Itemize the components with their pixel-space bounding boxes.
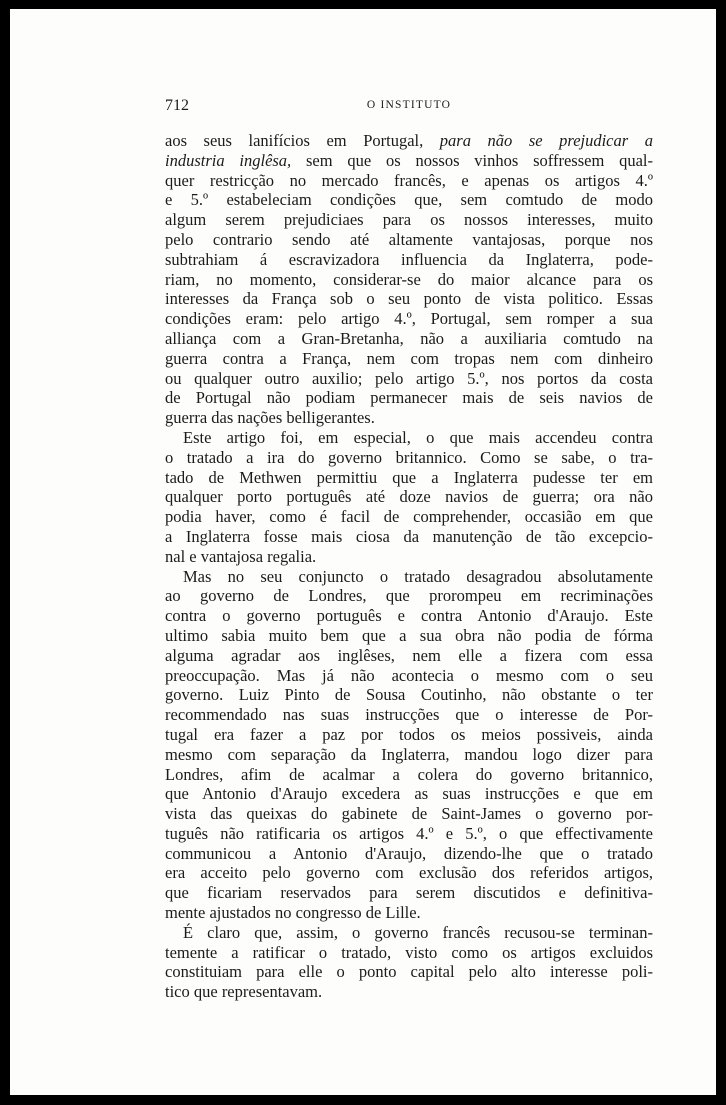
text-line [165, 131, 653, 151]
text-line [165, 824, 653, 844]
text-line [165, 685, 653, 705]
text-line [165, 349, 653, 369]
text-line [165, 289, 653, 309]
text-segment: tugal era fazer a paz por todos os meios possiveis, ainda [165, 724, 653, 744]
text-segment: condições eram: pelo artigo 4.º, Portugal, sem romper a sua [165, 309, 653, 329]
italic-text-segment: industria inglêsa, [165, 150, 292, 170]
text-line [165, 982, 653, 1002]
text-segment: mente ajustados no congresso de Lille. [165, 903, 421, 923]
text-line [165, 567, 653, 587]
text-line [165, 646, 653, 666]
text-segment: o tratado a ira do governo britannico. Como se sabe, o tra- [165, 447, 653, 467]
text-line [165, 903, 653, 923]
text-segment: que ficariam reservados para serem discutidos e definitiva- [165, 883, 653, 903]
text-segment: alguma agradar aos inglêses, nem elle a fizera com essa [165, 645, 653, 665]
text-line [165, 527, 653, 547]
text-segment: nal e vantajosa regalia. [165, 546, 317, 566]
text-segment: era acceito pelo governo com exclusão dos referidos artigos, [165, 863, 653, 883]
text-line [165, 844, 653, 864]
body-text [165, 131, 653, 1002]
text-segment: aos seus lanifícios em Portugal, [165, 131, 440, 150]
text-segment: e 5.º estabeleciam condições que, sem comtudo de modo [165, 190, 653, 210]
text-segment: vista das queixas do gabinete de Saint-James o governo por- [165, 804, 653, 824]
text-line [165, 408, 653, 428]
text-segment: sem que os nossos vinhos soffressem qual- [291, 150, 653, 170]
running-title: O INSTITUTO [366, 99, 452, 111]
text-line [165, 369, 653, 389]
text-segment: governo. Luiz Pinto de Sousa Coutinho, não obstante o ter [165, 685, 653, 705]
text-segment: Mas no seu conjuncto o tratado desagradou absolutamente [183, 566, 653, 586]
text-line [165, 943, 653, 963]
text-line [165, 923, 653, 943]
text-segment: preoccupação. Mas já não acontecia o mesmo com o seu [165, 665, 653, 685]
text-segment: ao governo de Londres, que prorompeu em recriminações [165, 586, 653, 606]
text-segment: algum serem prejudiciaes para os nossos interesses, muito [165, 210, 653, 230]
text-line [165, 606, 653, 626]
text-segment: ultimo sabia muito bem que a sua obra não podia de fórma [165, 625, 653, 645]
text-segment: Londres, afim de acalmar a colera do governo britannico, [165, 764, 653, 784]
text-segment: pelo contrario sendo até altamente vantajosas, porque nos [165, 229, 653, 249]
text-segment: de Portugal não podiam permanecer mais de seis navios de [165, 388, 653, 408]
text-line [165, 270, 653, 290]
text-line [165, 962, 653, 982]
text-line [165, 428, 653, 448]
text-segment: constituiam para elle o ponto capital pelo alto interesse poli- [165, 962, 653, 982]
text-segment: alliança com a Gran-Bretanha, não a auxiliaria comtudo na [165, 328, 653, 348]
text-line [165, 666, 653, 686]
text-segment: guerra das nações belligerantes. [165, 408, 375, 428]
text-line [165, 151, 653, 171]
text-segment: communicou a Antonio d'Araujo, dizendo-lhe que o tratado [165, 843, 653, 863]
text-line [165, 745, 653, 765]
text-line [165, 883, 653, 903]
text-line [165, 309, 653, 329]
text-segment: mesmo com separação da Inglaterra, mandou logo dizer para [165, 744, 653, 764]
text-segment: guerra contra a França, nem com tropas nem com dinheiro [165, 348, 653, 368]
text-line [165, 507, 653, 527]
text-segment: temente a ratificar o tratado, visto como os artigos excluidos [165, 942, 653, 962]
text-line [165, 448, 653, 468]
text-segment: recommendado nas suas instrucções que o interesse de Por- [165, 705, 653, 725]
text-line [165, 190, 653, 210]
text-line [165, 210, 653, 230]
text-segment: a Inglaterra fosse mais ciosa da manutenção de tão excepcio- [165, 526, 653, 546]
text-segment: Este artigo foi, em especial, o que mais accendeu contra [183, 427, 653, 447]
text-segment: ou qualquer outro auxilio; pelo artigo 5.º, nos portos da costa [165, 368, 653, 388]
text-line [165, 250, 653, 270]
text-segment: riam, no momento, considerar-se do maior alcance para os [165, 269, 653, 289]
text-line [165, 863, 653, 883]
text-segment: tico que representavam. [165, 982, 323, 1002]
text-line [165, 705, 653, 725]
text-line [165, 230, 653, 250]
text-line [165, 547, 653, 567]
text-line [165, 626, 653, 646]
text-segment: podia haver, como é facil de comprehender, occasião em que [165, 507, 653, 527]
page-header [165, 97, 653, 121]
text-line [165, 725, 653, 745]
italic-text-segment: para não se prejudicar a [439, 131, 653, 150]
text-segment: qualquer porto português até doze navios de guerra; ora não [165, 487, 653, 507]
text-segment: tado de Methwen permittiu que a Inglaterra pudesse ter em [165, 467, 653, 487]
text-segment: que Antonio d'Araujo excedera as suas instrucções e que em [165, 784, 653, 804]
text-segment: interesses da França sob o seu ponto de vista politico. Essas [165, 289, 653, 309]
text-segment: É claro que, assim, o governo francês recusou-se terminan- [183, 922, 653, 942]
text-segment: subtrahiam á escravizadora influencia da Inglaterra, pode- [165, 249, 653, 269]
text-line [165, 388, 653, 408]
text-line [165, 586, 653, 606]
text-line [165, 765, 653, 785]
text-line [165, 784, 653, 804]
text-segment: tuguês não ratificaria os artigos 4.º e 5.º, o que effectivamente [165, 823, 653, 843]
text-line [165, 171, 653, 191]
text-line [165, 804, 653, 824]
text-line [165, 329, 653, 349]
page-number: 712 [165, 97, 189, 114]
text-line [165, 468, 653, 488]
text-segment: contra o governo português e contra Antonio d'Araujo. Este [165, 606, 653, 626]
text-line [165, 487, 653, 507]
book-page [10, 9, 716, 1095]
text-segment: quer restricção no mercado francês, e apenas os artigos 4.º [165, 170, 653, 190]
